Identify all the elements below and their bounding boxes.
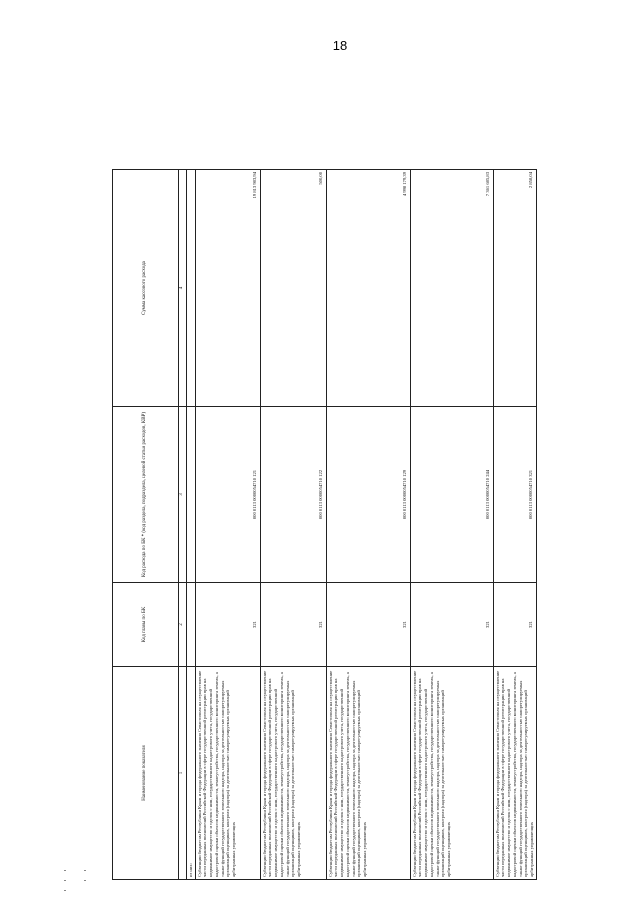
row-kbk: 000 0113 0000054710 129 — [326, 407, 410, 583]
header-sum: Сумма кассового расхода — [113, 170, 179, 407]
col-number: 1 — [179, 667, 187, 880]
page-number: 18 — [332, 38, 348, 53]
row-sum: 4 998 179,39 — [326, 170, 410, 407]
table-row — [410, 170, 493, 880]
row-code: 321 — [260, 583, 326, 667]
row-name: Субвенции бюджетам Республики Крым и города федерального значения Севастополя на осуществление части переданных полномочий Российской Федерации в сфере государственной регистрации прав на недвижимое имущество и сделок с ним, государственного кадастрового учета, государственной кадастровой оценки объектов недвижимости, землеустройства, государственного мониторинга земель, а также функций государственного земельного надзора, надзора за деятельностью саморегулируемых организаций оценщиков, контроля (надзора) за деятельностью саморегулируемых организаций арбитражных управляющих — [410, 667, 493, 880]
row-name: Субвенции бюджетам Республики Крым и города федерального значения Севастополя на осуществление части переданных полномочий Российской Федерации в сфере государственной регистрации прав на недвижимое имущество и сделок с ним, государственного кадастрового учета, государственной кадастровой оценки объектов недвижимости, землеустройства, государственного мониторинга земель, а также функций государственного земельного надзора, надзора за деятельностью саморегулируемых организаций оценщиков, контроля (надзора) за деятельностью саморегулируемых организаций арбитражных управляющих — [195, 667, 260, 880]
row-kbk: 000 0113 0000054710 321 — [493, 407, 536, 583]
table-row — [493, 170, 536, 880]
row-sum — [187, 170, 196, 407]
table-header-row — [113, 170, 179, 880]
row-code — [187, 583, 196, 667]
header-code: Код главы по БК — [113, 583, 179, 667]
col-number: 4 — [179, 170, 187, 407]
row-name: Субвенции бюджетам Республики Крым и города федерального значения Севастополя на осуществление части переданных полномочий Российской Федерации в сфере государственной регистрации прав на недвижимое имущество и сделок с ним, государственного кадастрового учета, государственной кадастровой оценки объектов недвижимости, землеустройства, государственного мониторинга земель, а также функций государственного земельного надзора, надзора за деятельностью саморегулируемых организаций оценщиков, контроля (надзора) за деятельностью саморегулируемых организаций арбитражных управляющих — [260, 667, 326, 880]
table-row — [195, 170, 260, 880]
header-kbk: Код расхода по БК * (код раздела, подраздела, целевой статьи расходов, КВР) — [113, 407, 179, 583]
table-row — [187, 170, 196, 880]
row-sum: 7 361 685,83 — [410, 170, 493, 407]
row-kbk: 000 0113 0000054710 244 — [410, 407, 493, 583]
row-sum: 500,00 — [260, 170, 326, 407]
row-kbk — [187, 407, 196, 583]
rotated-table-wrapper — [112, 170, 535, 880]
row-code: 321 — [410, 583, 493, 667]
table-row — [260, 170, 326, 880]
row-kbk: 000 0113 0000054710 122 — [260, 407, 326, 583]
col-number: 3 — [179, 407, 187, 583]
row-name: из них: — [187, 667, 196, 880]
row-name: Субвенции бюджетам Республики Крым и города федерального значения Севастополя на осуществление части переданных полномочий Российской Федерации в сфере государственной регистрации прав на недвижимое имущество и сделок с ним, государственного кадастрового учета, государственной кадастровой оценки объектов недвижимости, землеустройства, государственного мониторинга земель, а также функций государственного земельного надзора, надзора за деятельностью саморегулируемых организаций оценщиков, контроля (надзора) за деятельностью саморегулируемых организаций арбитражных управляющих — [326, 667, 410, 880]
row-code: 321 — [195, 583, 260, 667]
header-name: Наименование показателя — [113, 667, 179, 880]
row-code: 321 — [326, 583, 410, 667]
table-row — [326, 170, 410, 880]
row-name: Субвенции бюджетам Республики Крым и города федерального значения Севастополя на осуществление части переданных полномочий Российской Федерации в сфере государственной регистрации прав на недвижимое имущество и сделок с ним, государственного кадастрового учета, государственной кадастровой оценки объектов недвижимости, землеустройства, государственного мониторинга земель, а также функций государственного земельного надзора, надзора за деятельностью саморегулируемых организаций оценщиков, контроля (надзора) за деятельностью саморегулируемых организаций арбитражных управляющих — [493, 667, 536, 880]
row-sum: 2 858,04 — [493, 170, 536, 407]
margin-marks — [60, 868, 120, 898]
cash-expense-table — [112, 169, 537, 880]
column-numbers-row — [179, 170, 187, 880]
row-sum: 19 813 983,94 — [195, 170, 260, 407]
col-number: 2 — [179, 583, 187, 667]
row-kbk: 000 0113 0000054710 121 — [195, 407, 260, 583]
row-code: 321 — [493, 583, 536, 667]
